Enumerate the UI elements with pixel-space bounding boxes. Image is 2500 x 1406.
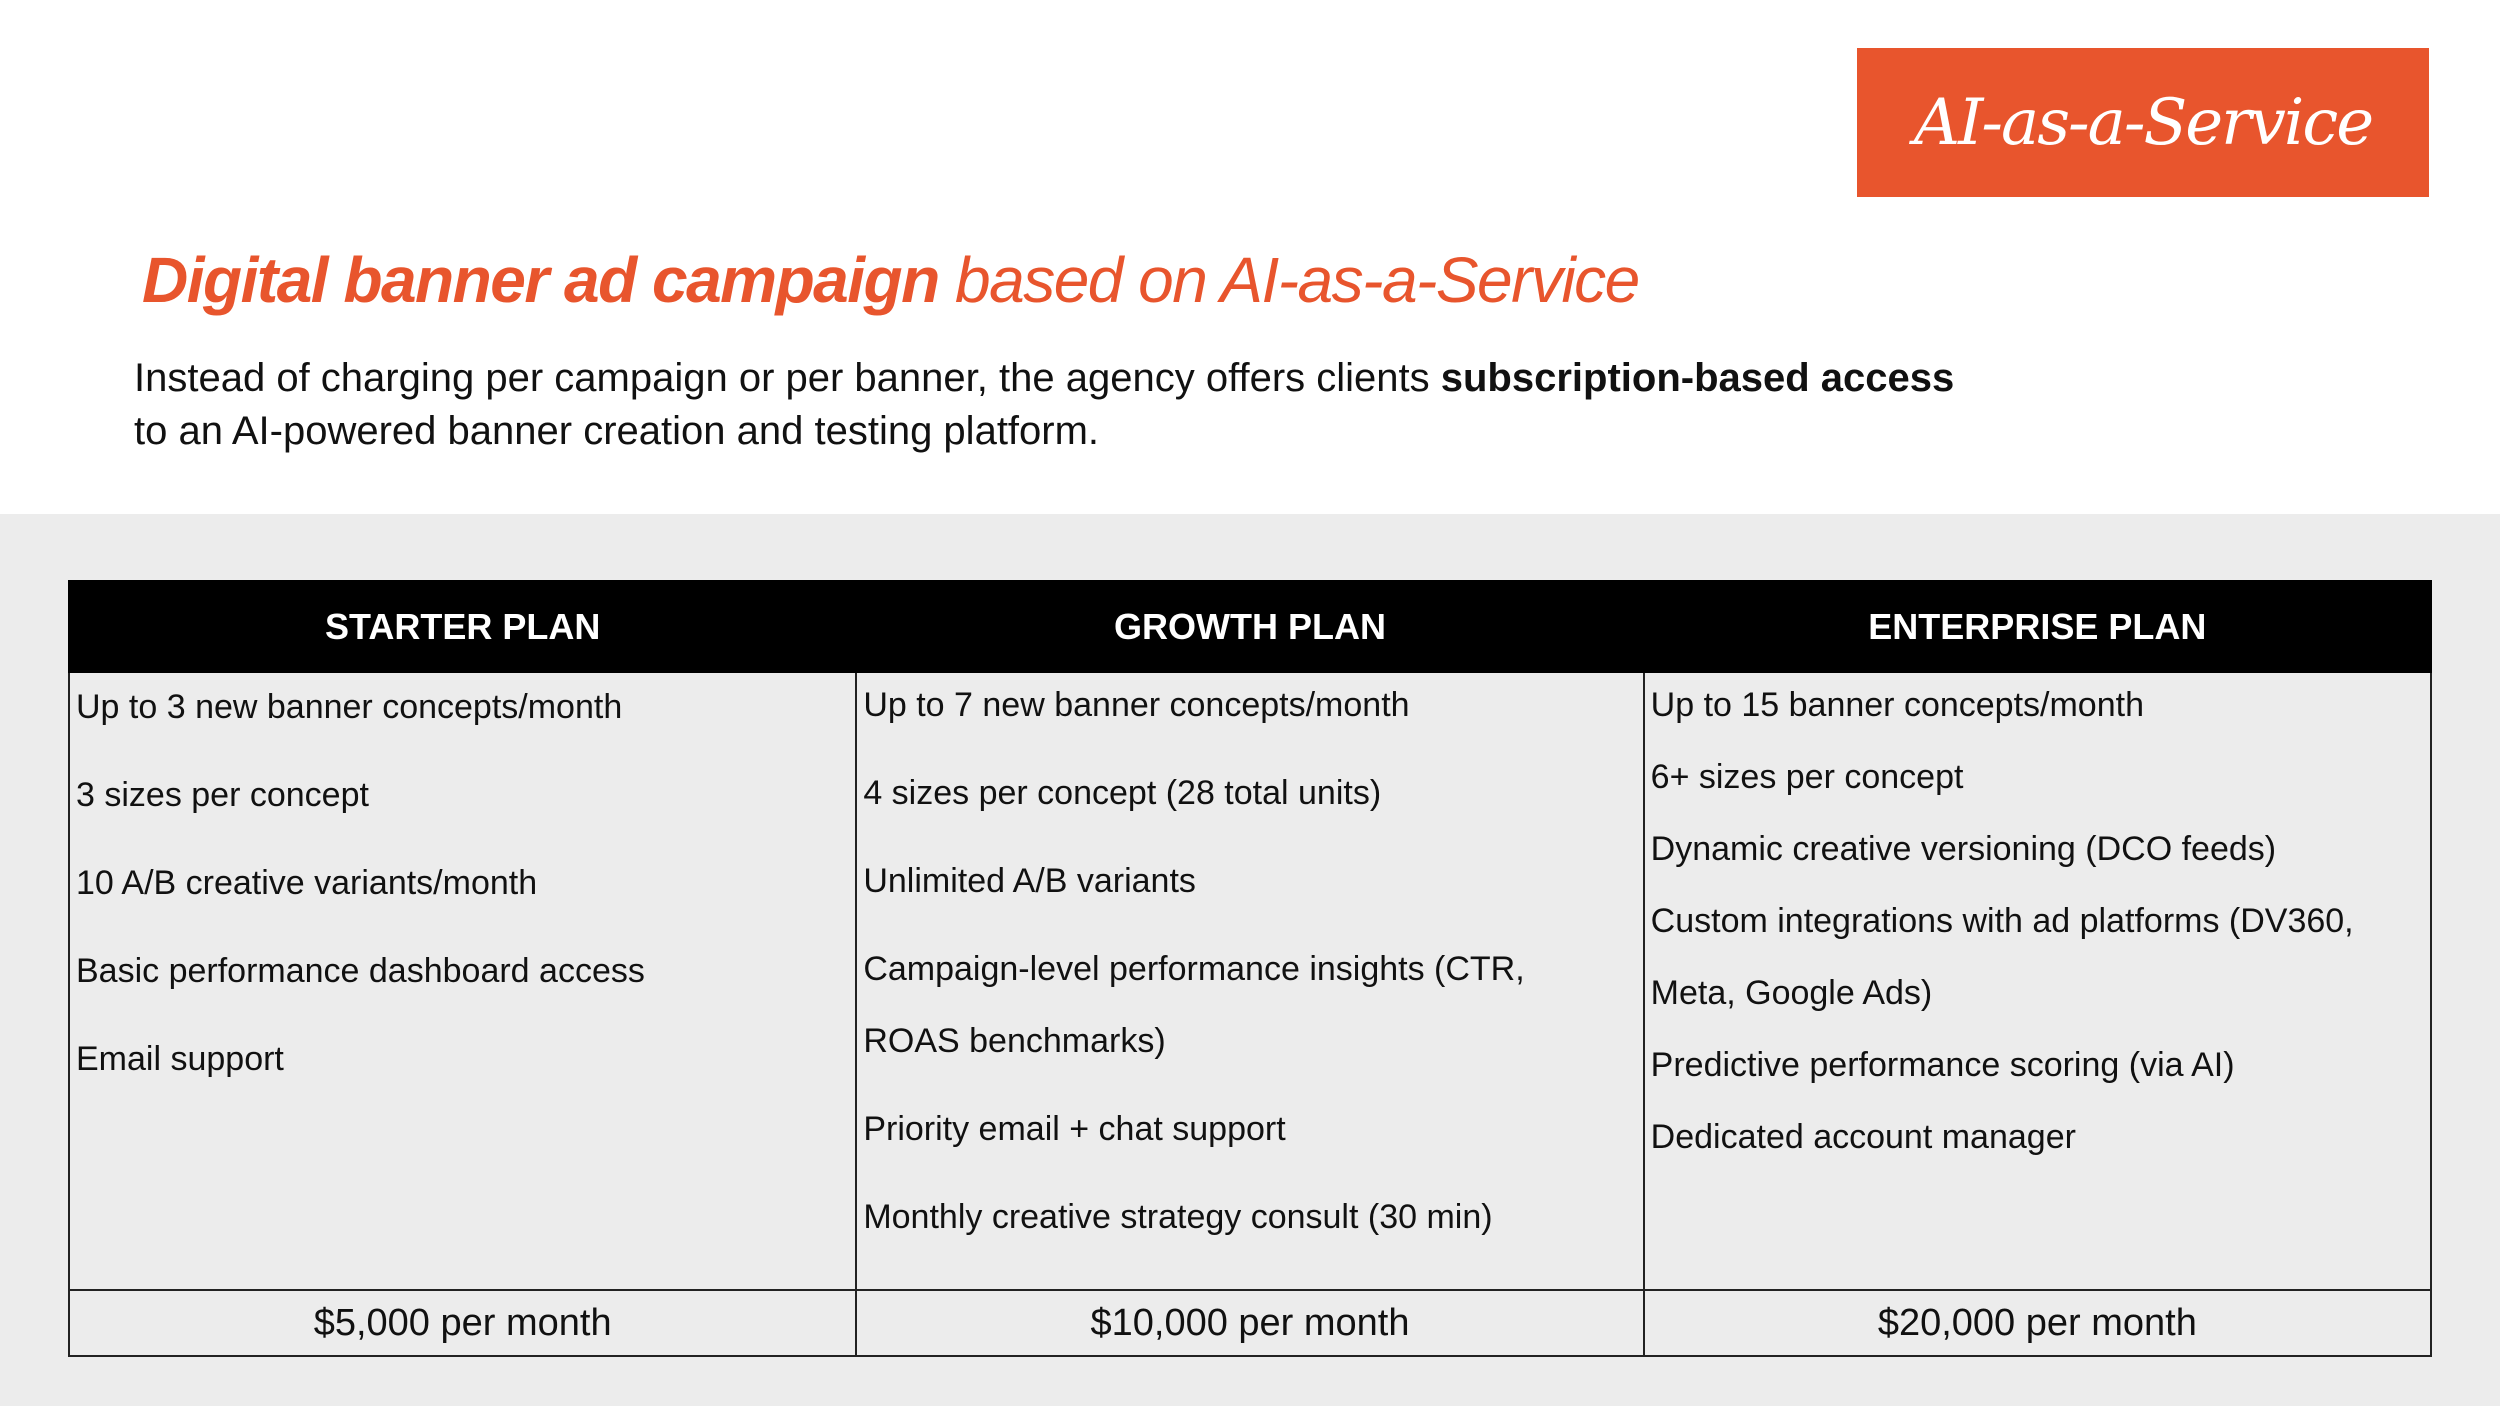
starter-plan-header: STARTER PLAN <box>69 581 856 672</box>
page-title-strong: Digital banner ad campaign <box>142 244 939 316</box>
starter-price: $5,000 per month <box>69 1290 856 1356</box>
plan-header-row <box>69 581 2431 672</box>
feature-item: 3 sizes per concept <box>76 776 369 814</box>
intro-before: Instead of charging per campaign or per banner, the agency offers clients <box>134 356 1441 400</box>
starter-feature-list <box>76 683 855 1083</box>
feature-item: Up to 3 new banner concepts/month <box>76 688 623 726</box>
growth-plan-header: GROWTH PLAN <box>856 581 1643 672</box>
feature-item: Basic performance dashboard access <box>76 952 645 990</box>
pricing-table <box>68 580 2432 1357</box>
intro-paragraph <box>134 352 2334 458</box>
feature-item: 4 sizes per concept (28 total units) <box>863 774 1382 812</box>
feature-item: 10 A/B creative variants/month <box>76 864 538 902</box>
page-title-rest: based on AI-as-a-Service <box>938 244 1639 316</box>
intro-after: to an AI-powered banner creation and testing platform. <box>134 409 1100 453</box>
feature-item: Unlimited A/B variants <box>863 862 1196 900</box>
enterprise-features-cell <box>1644 672 2431 1290</box>
feature-item: Dynamic creative versioning (DCO feeds) <box>1650 830 2277 868</box>
feature-item: Dedicated account manager <box>1650 1118 2076 1156</box>
badge-label: AI-as-a-Service <box>1913 85 2373 160</box>
page-title <box>142 245 1639 315</box>
feature-item: Up to 15 banner concepts/month <box>1650 686 2144 724</box>
starter-features-cell <box>69 672 856 1290</box>
intro-bold: subscription-based access <box>1440 356 1955 400</box>
growth-feature-list <box>863 669 1642 1253</box>
feature-item: Campaign-level performance insights (CTR, ROAS benchmarks) <box>863 950 1525 1060</box>
feature-item: Predictive performance scoring (via AI) <box>1650 1046 2235 1084</box>
growth-features-cell <box>856 672 1643 1290</box>
ai-as-a-service-badge <box>1857 48 2429 197</box>
feature-item: Monthly creative strategy consult (30 min) <box>863 1198 1493 1236</box>
feature-item: 6+ sizes per concept <box>1650 758 1964 796</box>
feature-item: Custom integrations with ad platforms (DV360, Meta, Google Ads) <box>1650 902 2354 1012</box>
feature-item: Up to 7 new banner concepts/month <box>863 686 1410 724</box>
price-row <box>69 1290 2431 1356</box>
features-row <box>69 672 2431 1290</box>
feature-item: Email support <box>76 1040 284 1078</box>
enterprise-price: $20,000 per month <box>1644 1290 2431 1356</box>
feature-item: Priority email + chat support <box>863 1110 1286 1148</box>
enterprise-plan-header: ENTERPRISE PLAN <box>1644 581 2431 672</box>
growth-price: $10,000 per month <box>856 1290 1643 1356</box>
enterprise-feature-list <box>1651 669 2430 1173</box>
